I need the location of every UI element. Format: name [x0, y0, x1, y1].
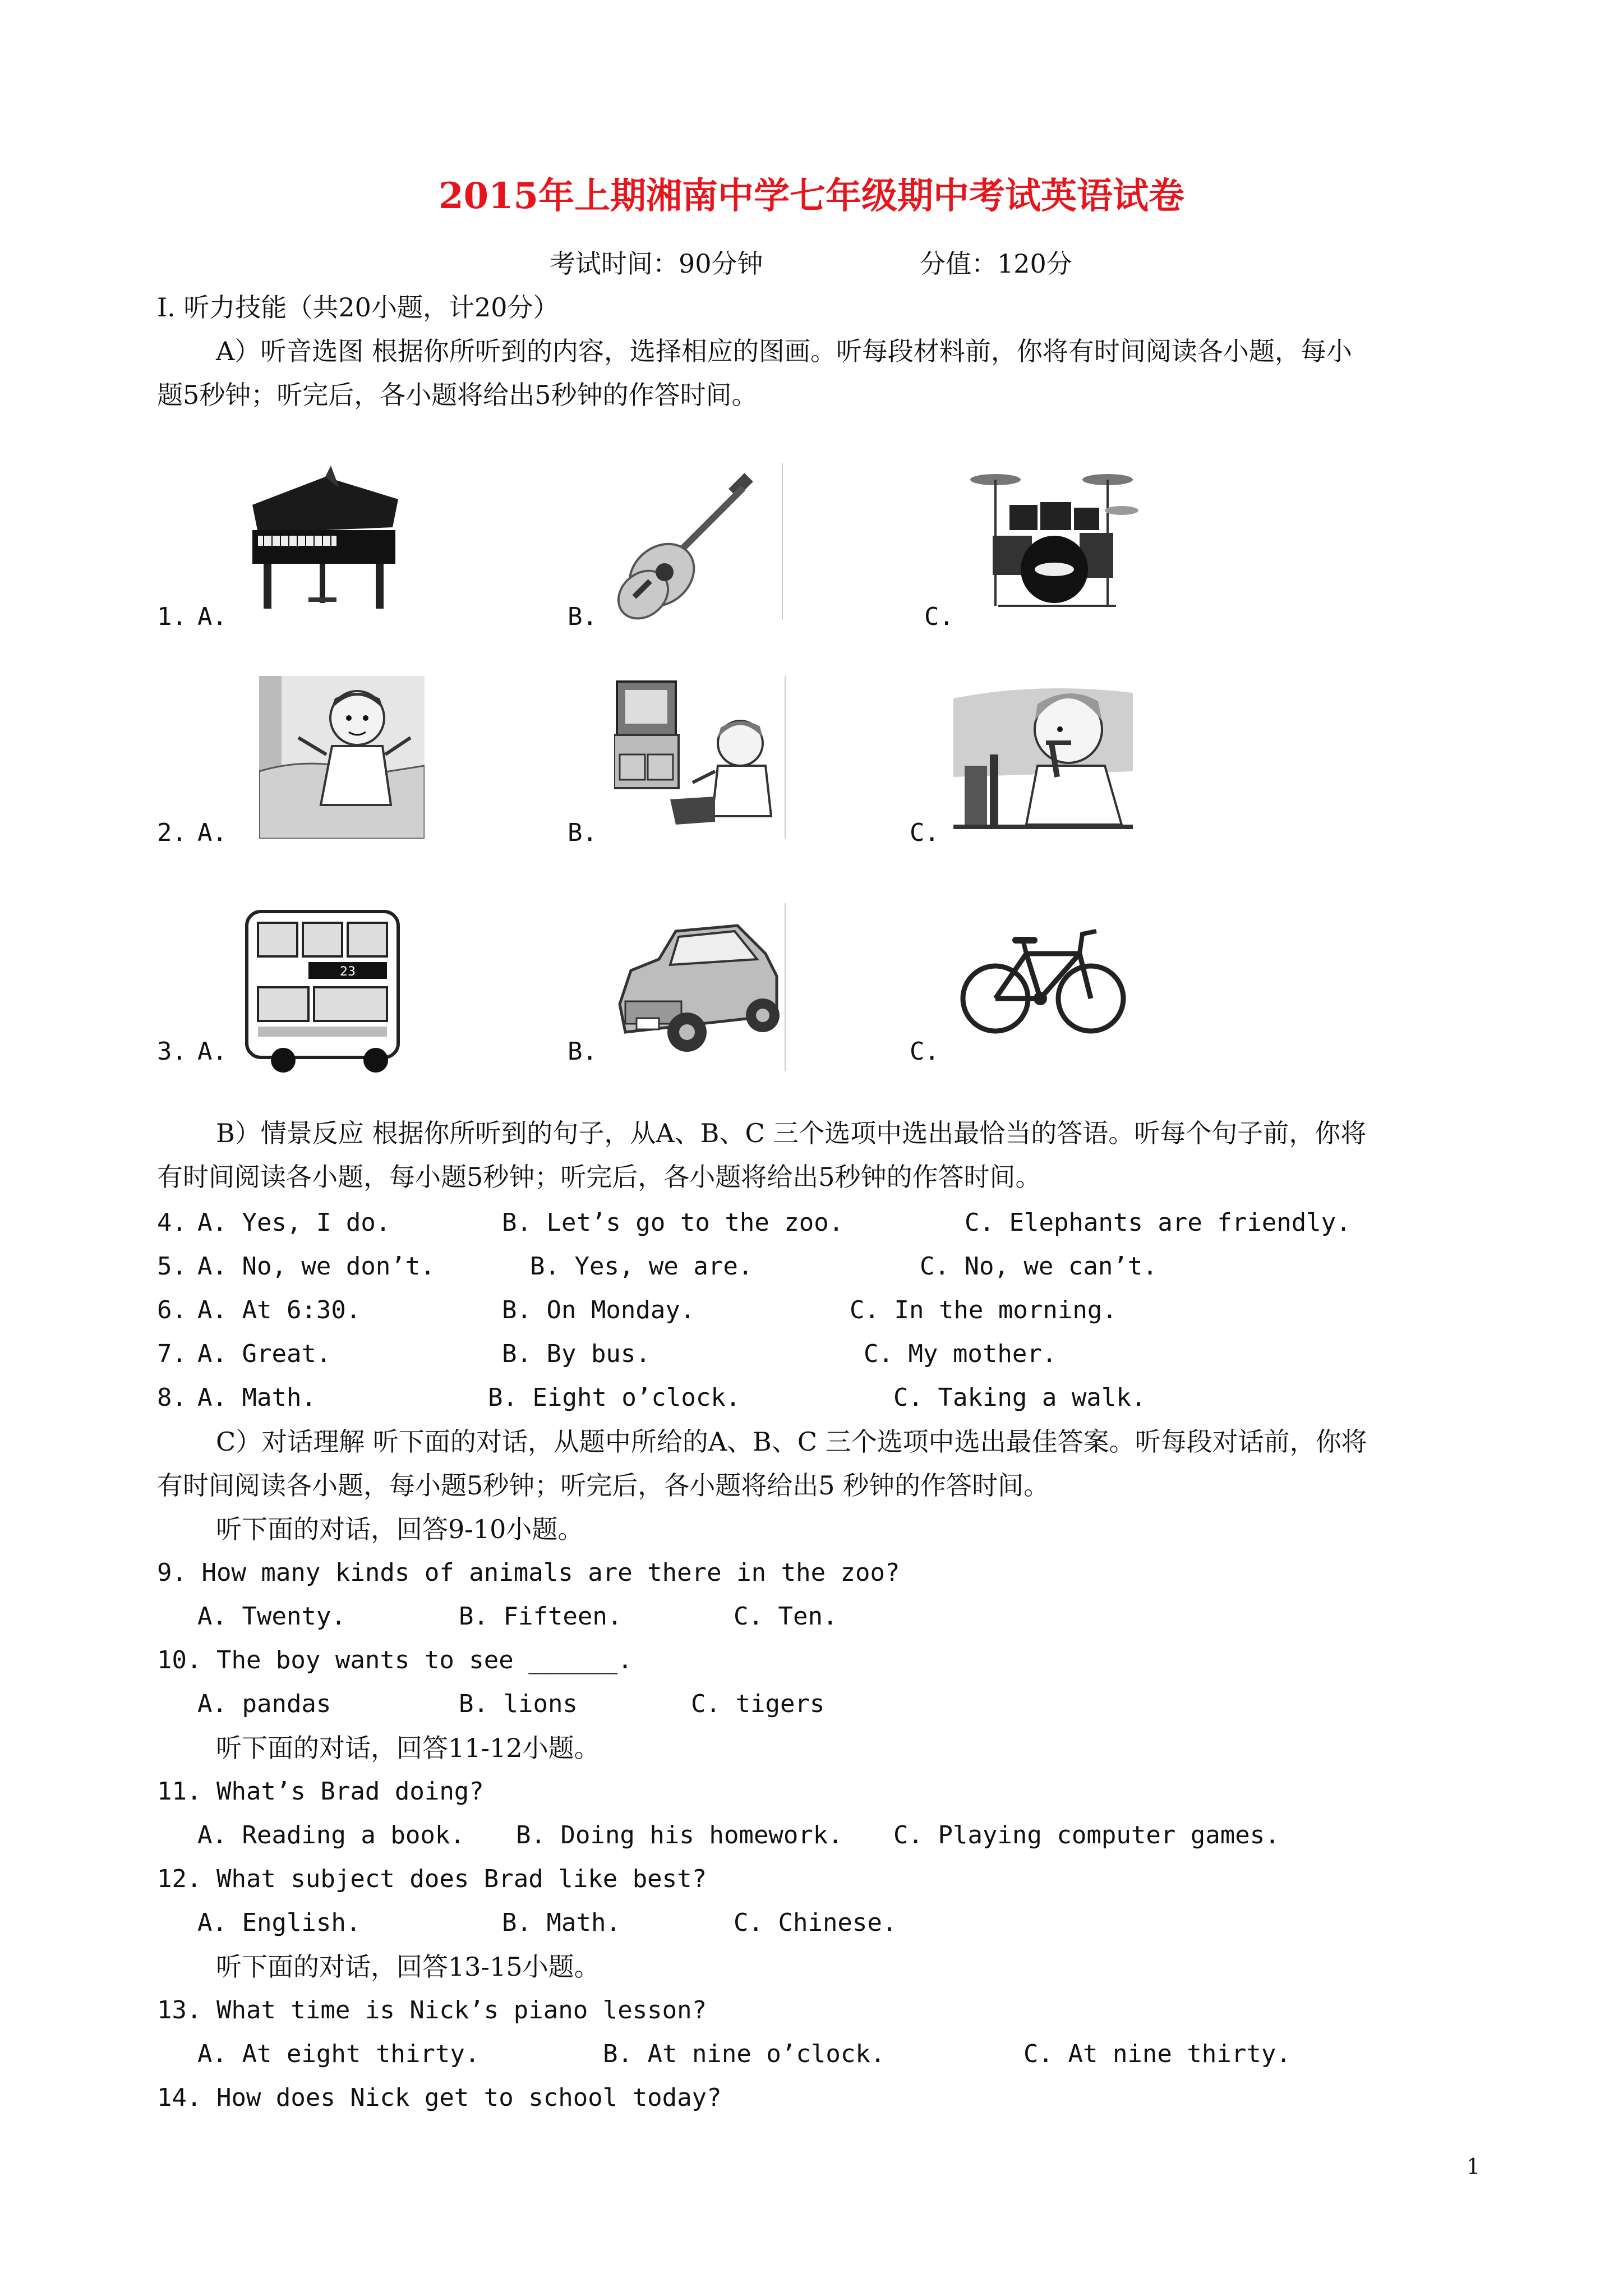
- q9-option-b: B. Fifteen.: [459, 1602, 623, 1631]
- q13-stem: 13. What time is Nick’s piano lesson?: [157, 1996, 707, 2024]
- q12-option-c: C. Chinese.: [734, 1908, 897, 1937]
- section-heading: I. 听力技能（共20小题，计20分）: [157, 292, 559, 323]
- q13-option-a: A. At eight thirty.: [197, 2040, 480, 2068]
- partA-instructions-line2: 题5秒钟；听完后，各小题将给出5秒钟的作答时间。: [157, 380, 758, 410]
- dialog-instruction-9-10: 听下面的对话，回答9-10小题。: [216, 1514, 584, 1544]
- q9-option-c: C. Ten.: [734, 1602, 838, 1631]
- q11-option-b: B. Doing his homework.: [516, 1821, 843, 1849]
- q12-option-a: A. English.: [197, 1908, 361, 1937]
- q2-option-c: C.: [910, 818, 939, 847]
- bus-number: 23: [340, 965, 356, 979]
- page-number: 1: [1467, 2154, 1481, 2179]
- q9-option-a: A. Twenty.: [197, 1602, 346, 1631]
- q2-number: 2.: [157, 818, 187, 847]
- q4-option-a: A. Yes, I do.: [197, 1208, 391, 1237]
- q6-option-c: C. In the morning.: [850, 1296, 1117, 1324]
- dialog-instruction-11-12: 听下面的对话，回答11-12小题。: [216, 1733, 600, 1763]
- bus-icon: [241, 906, 412, 1074]
- drums-icon: [965, 466, 1144, 617]
- q4-number: 4.: [157, 1208, 187, 1237]
- dialog-instruction-13-15: 听下面的对话，回答13-15小题。: [216, 1952, 600, 1982]
- q4-option-c: C. Elephants are friendly.: [965, 1208, 1351, 1237]
- partC-instructions-line2: 有时间阅读各小题，每小题5秒钟；听完后，各小题将给出5 秒钟的作答时间。: [157, 1470, 1050, 1501]
- partC-instructions-line1: C）对话理解 听下面的对话，从题中所给的A、B、C 三个选项中选出最佳答案。听每段对话前，你将: [216, 1427, 1367, 1457]
- q2-option-a: A.: [197, 818, 227, 847]
- q8-option-c: C. Taking a walk.: [893, 1383, 1146, 1412]
- q12-option-b: B. Math.: [502, 1908, 621, 1937]
- q8-number: 8.: [157, 1383, 187, 1412]
- q5-option-b: B. Yes, we are.: [530, 1252, 753, 1281]
- bicycle-icon: [959, 914, 1127, 1043]
- boy-watching-tv-icon: [614, 676, 788, 839]
- q1-option-a: A.: [197, 602, 227, 631]
- q13-option-b: B. At nine o’clock.: [603, 2040, 886, 2068]
- exam-score: 分值：120分: [920, 249, 1072, 279]
- q11-option-a: A. Reading a book.: [197, 1821, 465, 1849]
- piano-icon: [241, 466, 404, 617]
- q7-option-c: C. My mother.: [864, 1340, 1057, 1368]
- exam-title: 2015年上期湘南中学七年级期中考试英语试卷: [438, 175, 1185, 217]
- q2-option-b: B.: [568, 818, 597, 847]
- q10-stem: 10. The boy wants to see ______.: [157, 1646, 633, 1674]
- q1-option-c: C.: [924, 602, 954, 631]
- q1-number: 1.: [157, 602, 187, 631]
- q5-option-a: A. No, we don’t.: [197, 1252, 435, 1281]
- car-icon: [608, 903, 788, 1071]
- q14-stem: 14. How does Nick get to school today?: [157, 2083, 722, 2112]
- q11-stem: 11. What’s Brad doing?: [157, 1777, 484, 1806]
- q7-option-b: B. By bus.: [502, 1340, 651, 1368]
- q4-option-b: B. Let’s go to the zoo.: [502, 1208, 844, 1237]
- boy-brushing-teeth-icon: [953, 676, 1133, 839]
- partB-instructions-line1: B）情景反应 根据你所听到的句子，从A、B、C 三个选项中选出最恰当的答语。听每个句子前，你将: [216, 1118, 1367, 1148]
- q11-option-c: C. Playing computer games.: [893, 1821, 1280, 1849]
- q13-option-c: C. At nine thirty.: [1023, 2040, 1291, 2068]
- boy-getting-up-icon: [259, 676, 425, 839]
- q7-number: 7.: [157, 1340, 187, 1368]
- q7-option-a: A. Great.: [197, 1340, 331, 1368]
- q9-stem: 9. How many kinds of animals are there in the zoo?: [157, 1558, 900, 1587]
- partA-instructions-line1: A）听音选图 根据你所听到的内容，选择相应的图画。听每段材料前，你将有时间阅读各小题，每小: [216, 336, 1352, 366]
- q5-number: 5.: [157, 1252, 187, 1281]
- q3-option-b: B.: [568, 1037, 597, 1066]
- q8-option-b: B. Eight o’clock.: [488, 1383, 741, 1412]
- q6-number: 6.: [157, 1296, 187, 1324]
- q12-stem: 12. What subject does Brad like best?: [157, 1865, 707, 1893]
- q10-option-c: C. tigers: [691, 1690, 825, 1718]
- q10-option-b: B. lions: [459, 1690, 578, 1718]
- q5-option-c: C. No, we can’t.: [920, 1252, 1158, 1281]
- guitar-icon: [608, 460, 788, 623]
- partB-instructions-line2: 有时间阅读各小题，每小题5秒钟；听完后，各小题将给出5秒钟的作答时间。: [157, 1162, 1041, 1192]
- q3-option-c: C.: [910, 1037, 939, 1066]
- q10-option-a: A. pandas: [197, 1690, 331, 1718]
- q8-option-a: A. Math.: [197, 1383, 316, 1412]
- q1-option-b: B.: [568, 602, 597, 631]
- exam-time: 考试时间：90分钟: [550, 249, 763, 279]
- q3-option-a: A.: [197, 1037, 227, 1066]
- q3-number: 3.: [157, 1037, 187, 1066]
- q6-option-a: A. At 6:30.: [197, 1296, 361, 1324]
- q6-option-b: B. On Monday.: [502, 1296, 695, 1324]
